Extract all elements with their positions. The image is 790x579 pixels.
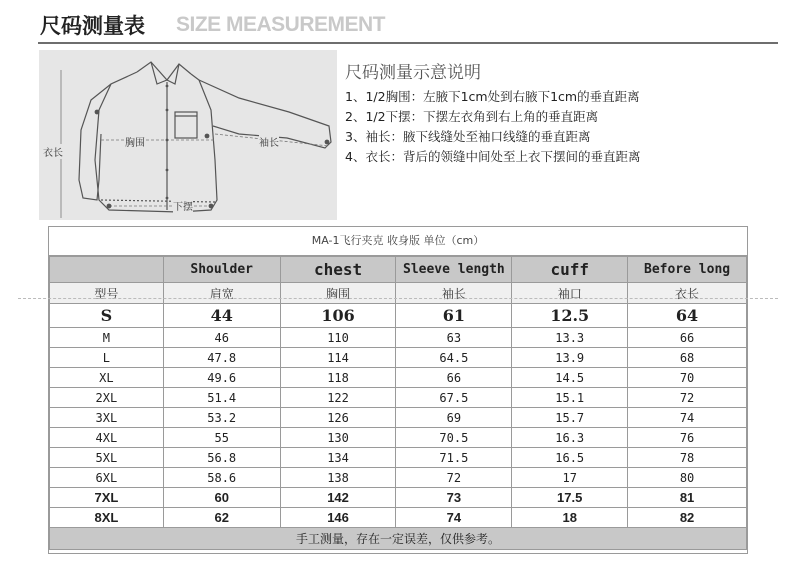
measure-cell: 146 [280, 508, 396, 528]
measure-cell: 51.4 [163, 388, 280, 408]
measure-cell: 110 [280, 328, 396, 348]
note-item: 3、袖长：腋下线缝处至袖口线缝的垂直距离 [345, 129, 591, 144]
measure-cell: 134 [280, 448, 396, 468]
measure-cell: 13.3 [512, 328, 628, 348]
size-label-cell: XL [50, 368, 164, 388]
measure-cell: 49.6 [163, 368, 280, 388]
table-row [50, 304, 747, 328]
header-cell: 衣长 [628, 283, 747, 304]
divider [18, 298, 778, 299]
measure-cell: 74 [628, 408, 747, 428]
note-item: 4、衣长：背后的领缝中间处至上衣下摆间的垂直距离 [345, 149, 641, 164]
measure-cell: 61 [396, 304, 512, 328]
table-row [50, 428, 747, 448]
measure-cell: 81 [628, 488, 747, 508]
header-cell: 袖长 [396, 283, 512, 304]
header-row-en [50, 257, 747, 283]
measure-cell: 62 [163, 508, 280, 528]
jacket-illustration [39, 50, 337, 220]
measure-cell: 12.5 [512, 304, 628, 328]
measure-cell: 71.5 [396, 448, 512, 468]
measure-cell: 15.1 [512, 388, 628, 408]
measure-cell: 15.7 [512, 408, 628, 428]
header-cell: 型号 [50, 283, 164, 304]
note-item: 1、1/2胸围：左腋下1cm处到右腋下1cm的垂直距离 [345, 89, 640, 104]
measure-cell: 74 [396, 508, 512, 528]
measure-cell: 66 [628, 328, 747, 348]
table-row [50, 328, 747, 348]
measure-cell: 130 [280, 428, 396, 448]
measure-cell: 72 [628, 388, 747, 408]
hem-label: 下摆 [173, 198, 193, 213]
notes-title: 尺码测量示意说明 [345, 63, 481, 83]
measure-cell: 46 [163, 328, 280, 348]
header-cell: Sleeve length [396, 257, 512, 283]
size-table [48, 226, 748, 554]
measure-cell: 76 [628, 428, 747, 448]
measure-cell: 17 [512, 468, 628, 488]
measure-cell: 106 [280, 304, 396, 328]
header-cell: 袖口 [512, 283, 628, 304]
header-cell: Before long [628, 257, 747, 283]
table-row [50, 468, 747, 488]
measure-cell: 18 [512, 508, 628, 528]
measure-cell: 118 [280, 368, 396, 388]
length-label: 衣长 [43, 144, 63, 159]
header-cell: Shoulder [163, 257, 280, 283]
size-label-cell: S [50, 304, 164, 328]
header-cell: cuff [512, 257, 628, 283]
measure-cell: 126 [280, 408, 396, 428]
measure-cell: 64.5 [396, 348, 512, 368]
measure-cell: 14.5 [512, 368, 628, 388]
measure-cell: 67.5 [396, 388, 512, 408]
measure-cell: 70.5 [396, 428, 512, 448]
measure-cell: 68 [628, 348, 747, 368]
measure-cell: 82 [628, 508, 747, 528]
measure-cell: 53.2 [163, 408, 280, 428]
note-item: 2、1/2下摆：下摆左衣角到右上角的垂直距离 [345, 109, 599, 124]
size-label-cell: 7XL [50, 488, 164, 508]
measure-cell: 69 [396, 408, 512, 428]
measure-cell: 44 [163, 304, 280, 328]
measure-cell: 80 [628, 468, 747, 488]
size-label-cell: 4XL [50, 428, 164, 448]
table-caption: MA-1飞行夹克 收身版 单位（cm） [49, 227, 747, 256]
measure-cell: 56.8 [163, 448, 280, 468]
measure-cell: 66 [396, 368, 512, 388]
table-row [50, 408, 747, 428]
size-label-cell: L [50, 348, 164, 368]
header-row-cn [50, 283, 747, 304]
size-grid [49, 256, 747, 550]
size-label-cell: 6XL [50, 468, 164, 488]
header-cell: 胸围 [280, 283, 396, 304]
measure-cell: 17.5 [512, 488, 628, 508]
measure-cell: 70 [628, 368, 747, 388]
chest-label: 胸围 [125, 134, 145, 149]
size-label-cell: M [50, 328, 164, 348]
jacket-diagram [39, 50, 337, 220]
measure-cell: 13.9 [512, 348, 628, 368]
measure-cell: 73 [396, 488, 512, 508]
size-label-cell: 8XL [50, 508, 164, 528]
measure-cell: 63 [396, 328, 512, 348]
size-label-cell: 5XL [50, 448, 164, 468]
table-row [50, 348, 747, 368]
header-cell [50, 257, 164, 283]
table-row [50, 368, 747, 388]
header-cell: 肩宽 [163, 283, 280, 304]
measure-cell: 78 [628, 448, 747, 468]
measure-cell: 47.8 [163, 348, 280, 368]
page-header [38, 4, 778, 44]
footer-note: 手工测量，存在一定误差，仅供参考。 [50, 528, 747, 550]
size-label-cell: 3XL [50, 408, 164, 428]
measure-cell: 72 [396, 468, 512, 488]
measure-cell: 55 [163, 428, 280, 448]
table-row [50, 448, 747, 468]
measure-cell: 114 [280, 348, 396, 368]
table-row [50, 388, 747, 408]
page-title-cn: 尺码测量表 [40, 14, 145, 38]
measure-cell: 138 [280, 468, 396, 488]
header-cell: chest [280, 257, 396, 283]
sleeve-label: 袖长 [259, 134, 279, 149]
table-row [50, 508, 747, 528]
measure-cell: 60 [163, 488, 280, 508]
measure-cell: 142 [280, 488, 396, 508]
measure-cell: 16.5 [512, 448, 628, 468]
page-title-en: SIZE MEASUREMENT [176, 13, 386, 36]
measure-cell: 16.3 [512, 428, 628, 448]
measure-cell: 122 [280, 388, 396, 408]
size-label-cell: 2XL [50, 388, 164, 408]
table-row [50, 488, 747, 508]
footer-row [50, 528, 747, 550]
measure-cell: 64 [628, 304, 747, 328]
measure-cell: 58.6 [163, 468, 280, 488]
